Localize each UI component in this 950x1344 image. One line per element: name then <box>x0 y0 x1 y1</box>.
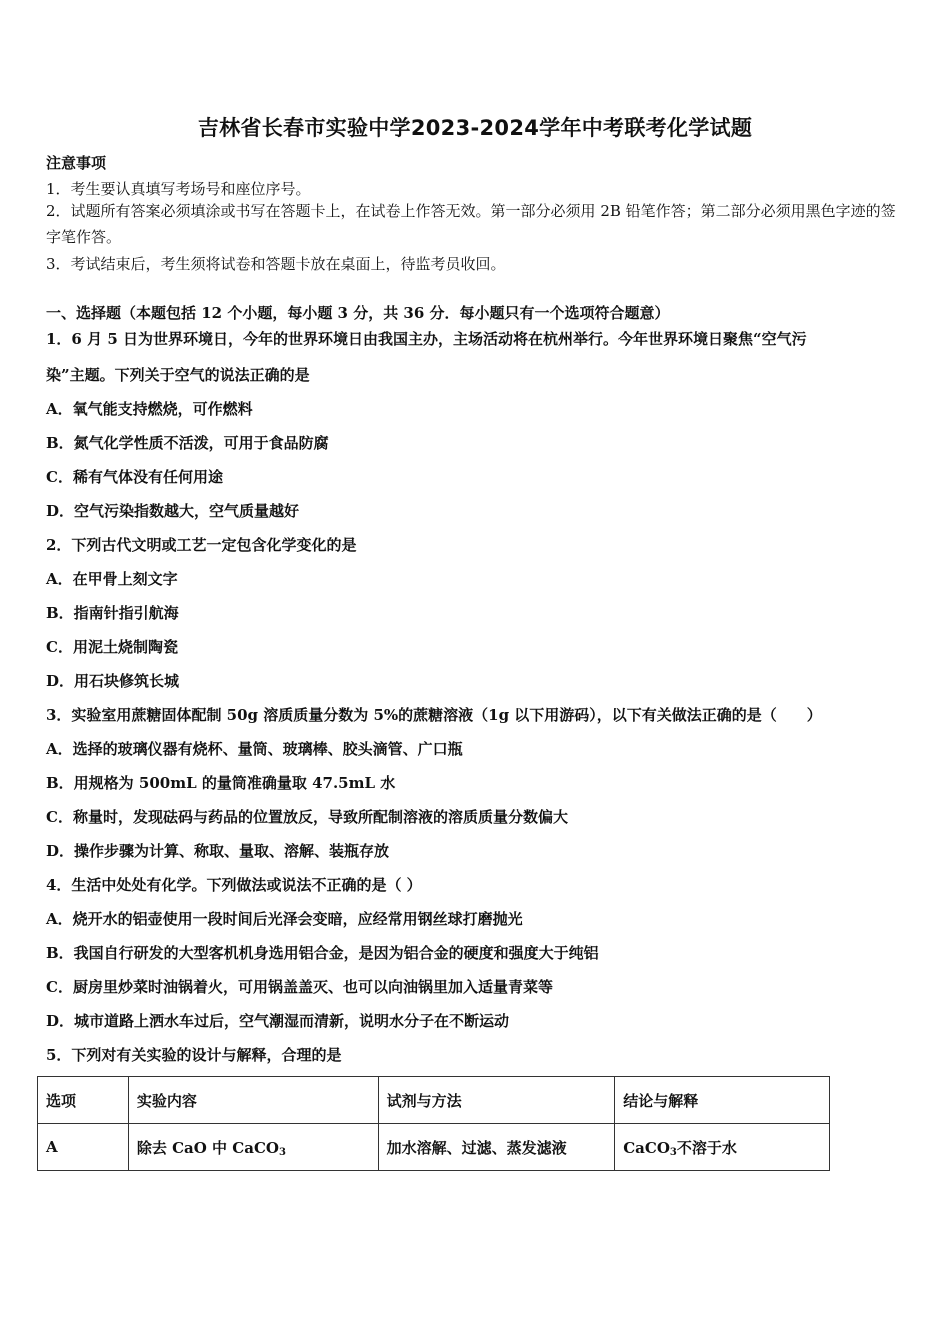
content-text: 除去 CaO 中 CaCO <box>136 1138 279 1157</box>
q4-option-a[interactable]: A．烧开水的铝壶使用一段时间后光泽会变暗，应经常用钢丝球打磨抛光 <box>46 910 523 928</box>
notice-item-2: 2．试题所有答案必须填涂或书写在答题卡上，在试卷上作答无效。第一部分必须用 2B 铅笔作答；第二部分必须用黑色字迹的签字笔作答。 <box>46 202 896 246</box>
q1-option-a[interactable]: A．氧气能支持燃烧，可作燃料 <box>46 400 253 418</box>
q3-stem: 3．实验室用蔗糖固体配制 50g 溶质质量分数为 5%的蔗糖溶液（1g 以下用游码），以下有关做法正确的是（ ） <box>46 706 822 724</box>
content-subscript: 3 <box>278 1146 286 1158</box>
table-header-row <box>38 1077 830 1124</box>
q2-option-c[interactable]: C．用泥土烧制陶瓷 <box>46 638 178 656</box>
conclusion-formula: CaCO <box>623 1138 670 1157</box>
page-title: 吉林省长春市实验中学2023-2024学年中考联考化学试题 <box>197 116 753 140</box>
table-cell-option: A <box>38 1124 129 1171</box>
notice-item-1: 1．考生要认真填写考场号和座位序号。 <box>46 180 311 198</box>
q3-option-c[interactable]: C．称量时，发现砝码与药品的位置放反，导致所配制溶液的溶质质量分数偏大 <box>46 808 568 826</box>
q1-option-d[interactable]: D．空气污染指数越大，空气质量越好 <box>46 502 300 520</box>
q4-option-c[interactable]: C．厨房里炒菜时油锅着火，可用锅盖盖灭、也可以向油锅里加入适量青菜等 <box>46 978 553 996</box>
table-cell-content <box>128 1124 378 1171</box>
table-row <box>38 1124 830 1171</box>
q5-stem: 5．下列对有关实验的设计与解释，合理的是 <box>46 1046 342 1064</box>
notice-item-3: 3．考试结束后，考生须将试卷和答题卡放在桌面上，待监考员收回。 <box>46 255 506 273</box>
conclusion-subscript: 3 <box>669 1146 677 1158</box>
q4-option-b[interactable]: B．我国自行研发的大型客机机身选用铝合金，是因为铝合金的硬度和强度大于纯铝 <box>46 944 599 962</box>
q2-option-d[interactable]: D．用石块修筑长城 <box>46 672 180 690</box>
q2-option-a[interactable]: A．在甲骨上刻文字 <box>46 570 178 588</box>
q3-option-d[interactable]: D．操作步骤为计算、称取、量取、溶解、装瓶存放 <box>46 842 390 860</box>
q1-option-b[interactable]: B．氮气化学性质不活泼，可用于食品防腐 <box>46 434 329 452</box>
table-header-option: 选项 <box>38 1077 129 1124</box>
q1-stem-line2: 染”主题。下列关于空气的说法正确的是 <box>46 366 310 384</box>
table-header-content: 实验内容 <box>128 1077 378 1124</box>
table-cell-method: 加水溶解、过滤、蒸发滤液 <box>378 1124 615 1171</box>
table-cell-conclusion <box>615 1124 830 1171</box>
q3-option-a[interactable]: A．选择的玻璃仪器有烧杯、量筒、玻璃棒、胶头滴管、广口瓶 <box>46 740 463 758</box>
q2-option-b[interactable]: B．指南针指引航海 <box>46 604 179 622</box>
q1-option-c[interactable]: C．稀有气体没有任何用途 <box>46 468 223 486</box>
table-header-conclusion: 结论与解释 <box>615 1077 830 1124</box>
conclusion-text: 不溶于水 <box>676 1138 737 1157</box>
q4-option-d[interactable]: D．城市道路上洒水车过后，空气潮湿而清新，说明水分子在不断运动 <box>46 1012 510 1030</box>
q2-stem: 2．下列古代文明或工艺一定包含化学变化的是 <box>46 536 357 554</box>
table-header-method: 试剂与方法 <box>378 1077 615 1124</box>
section-heading: 一、选择题（本题包括 12 个小题，每小题 3 分，共 36 分．每小题只有一个选项符合题意） <box>46 304 670 322</box>
q4-stem: 4．生活中处处有化学。下列做法或说法不正确的是（ ） <box>46 876 422 894</box>
notice-heading: 注意事项 <box>46 154 107 172</box>
q1-stem-line1: 1．6 月 5 日为世界环境日，今年的世界环境日由我国主办，主场活动将在杭州举行。今年世界环境日聚焦“空气污 <box>46 330 807 348</box>
q3-option-b[interactable]: B．用规格为 500mL 的量筒准确量取 47.5mL 水 <box>46 774 396 792</box>
q5-table <box>37 1076 830 1171</box>
